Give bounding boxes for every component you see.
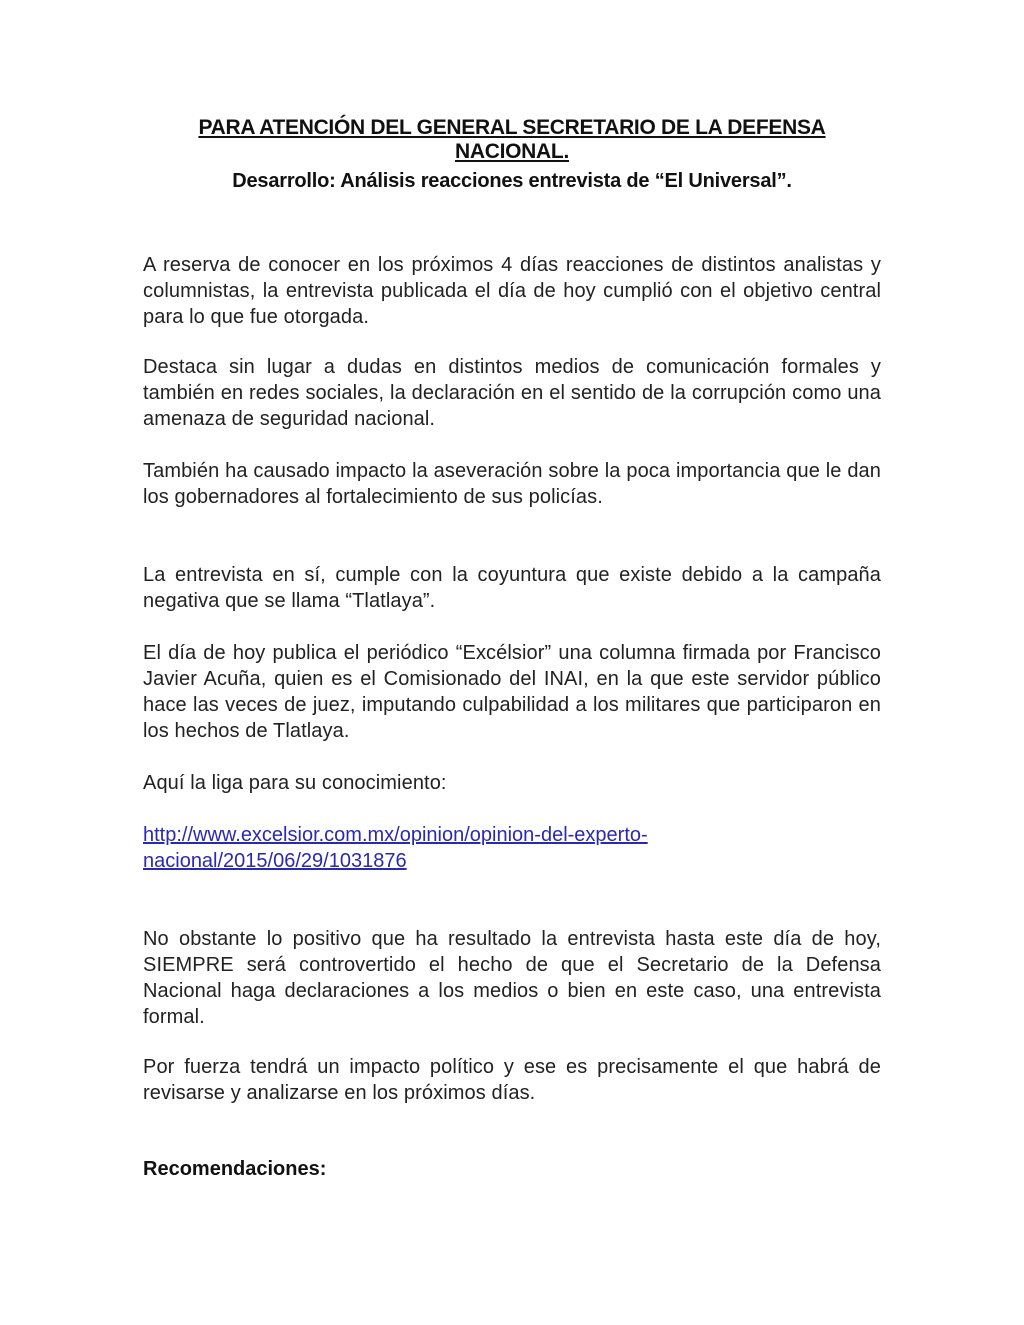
paragraph-tlatlaya: La entrevista en sí, cumple con la coyuntura que existe debido a la campaña negativa que se llama “Tlatlaya”. — [143, 564, 881, 612]
paragraph-controversy: No obstante lo positivo que ha resultado la entrevista hasta este día de hoy, SIEMPRE será controvertido el hecho de que el Secretario de la Defensa Nacional haga declaraciones a los medios o bien en este caso, una entrevista formal. — [143, 928, 881, 1028]
paragraph-excelsior: El día de hoy publica el periódico “Excélsior” una columna firmada por Francisco Javier Acuña, quien es el Comisionado del INAI, en la que este servidor público hace las veces de juez, imputando culpabilidad a los militares que participaron en los hechos de Tlatlaya. — [143, 642, 881, 742]
link-block — [143, 822, 881, 874]
link-line-1: http://www.excelsior.com.mx/opinion/opinion-del-experto- — [143, 824, 648, 846]
document-title: PARA ATENCIÓN DEL GENERAL SECRETARIO DE LA DEFENSA NACIONAL. — [198, 116, 826, 163]
paragraph-corruption: Destaca sin lugar a dudas en distintos medios de comunicación formales y también en redes sociales, la declaración en el sentido de la corrupción como una amenaza de seguridad nacional. — [143, 356, 881, 430]
paragraph-governors: También ha causado impacto la aseveración sobre la poca importancia que le dan los gobernadores al fortalecimiento de sus policías. — [143, 460, 881, 508]
link-line-2: nacional/2015/06/29/1031876 — [143, 850, 407, 872]
paragraph-political-impact: Por fuerza tendrá un impacto político y ese es precisamente el que habrá de revisarse y analizarse en los próximos días. — [143, 1056, 881, 1104]
document-subtitle: Desarrollo: Análisis reacciones entrevista de “El Universal”. — [232, 170, 792, 192]
excelsior-link[interactable] — [143, 824, 648, 872]
paragraph-reactions: A reserva de conocer en los próximos 4 días reacciones de distintos analistas y columnistas, la entrevista publicada el día de hoy cumplió con el objetivo central para lo que fue otorgada. — [143, 254, 881, 328]
paragraph-link-intro: Aquí la liga para su conocimiento: — [143, 772, 447, 794]
recommendations-heading: Recomendaciones: — [143, 1158, 327, 1180]
